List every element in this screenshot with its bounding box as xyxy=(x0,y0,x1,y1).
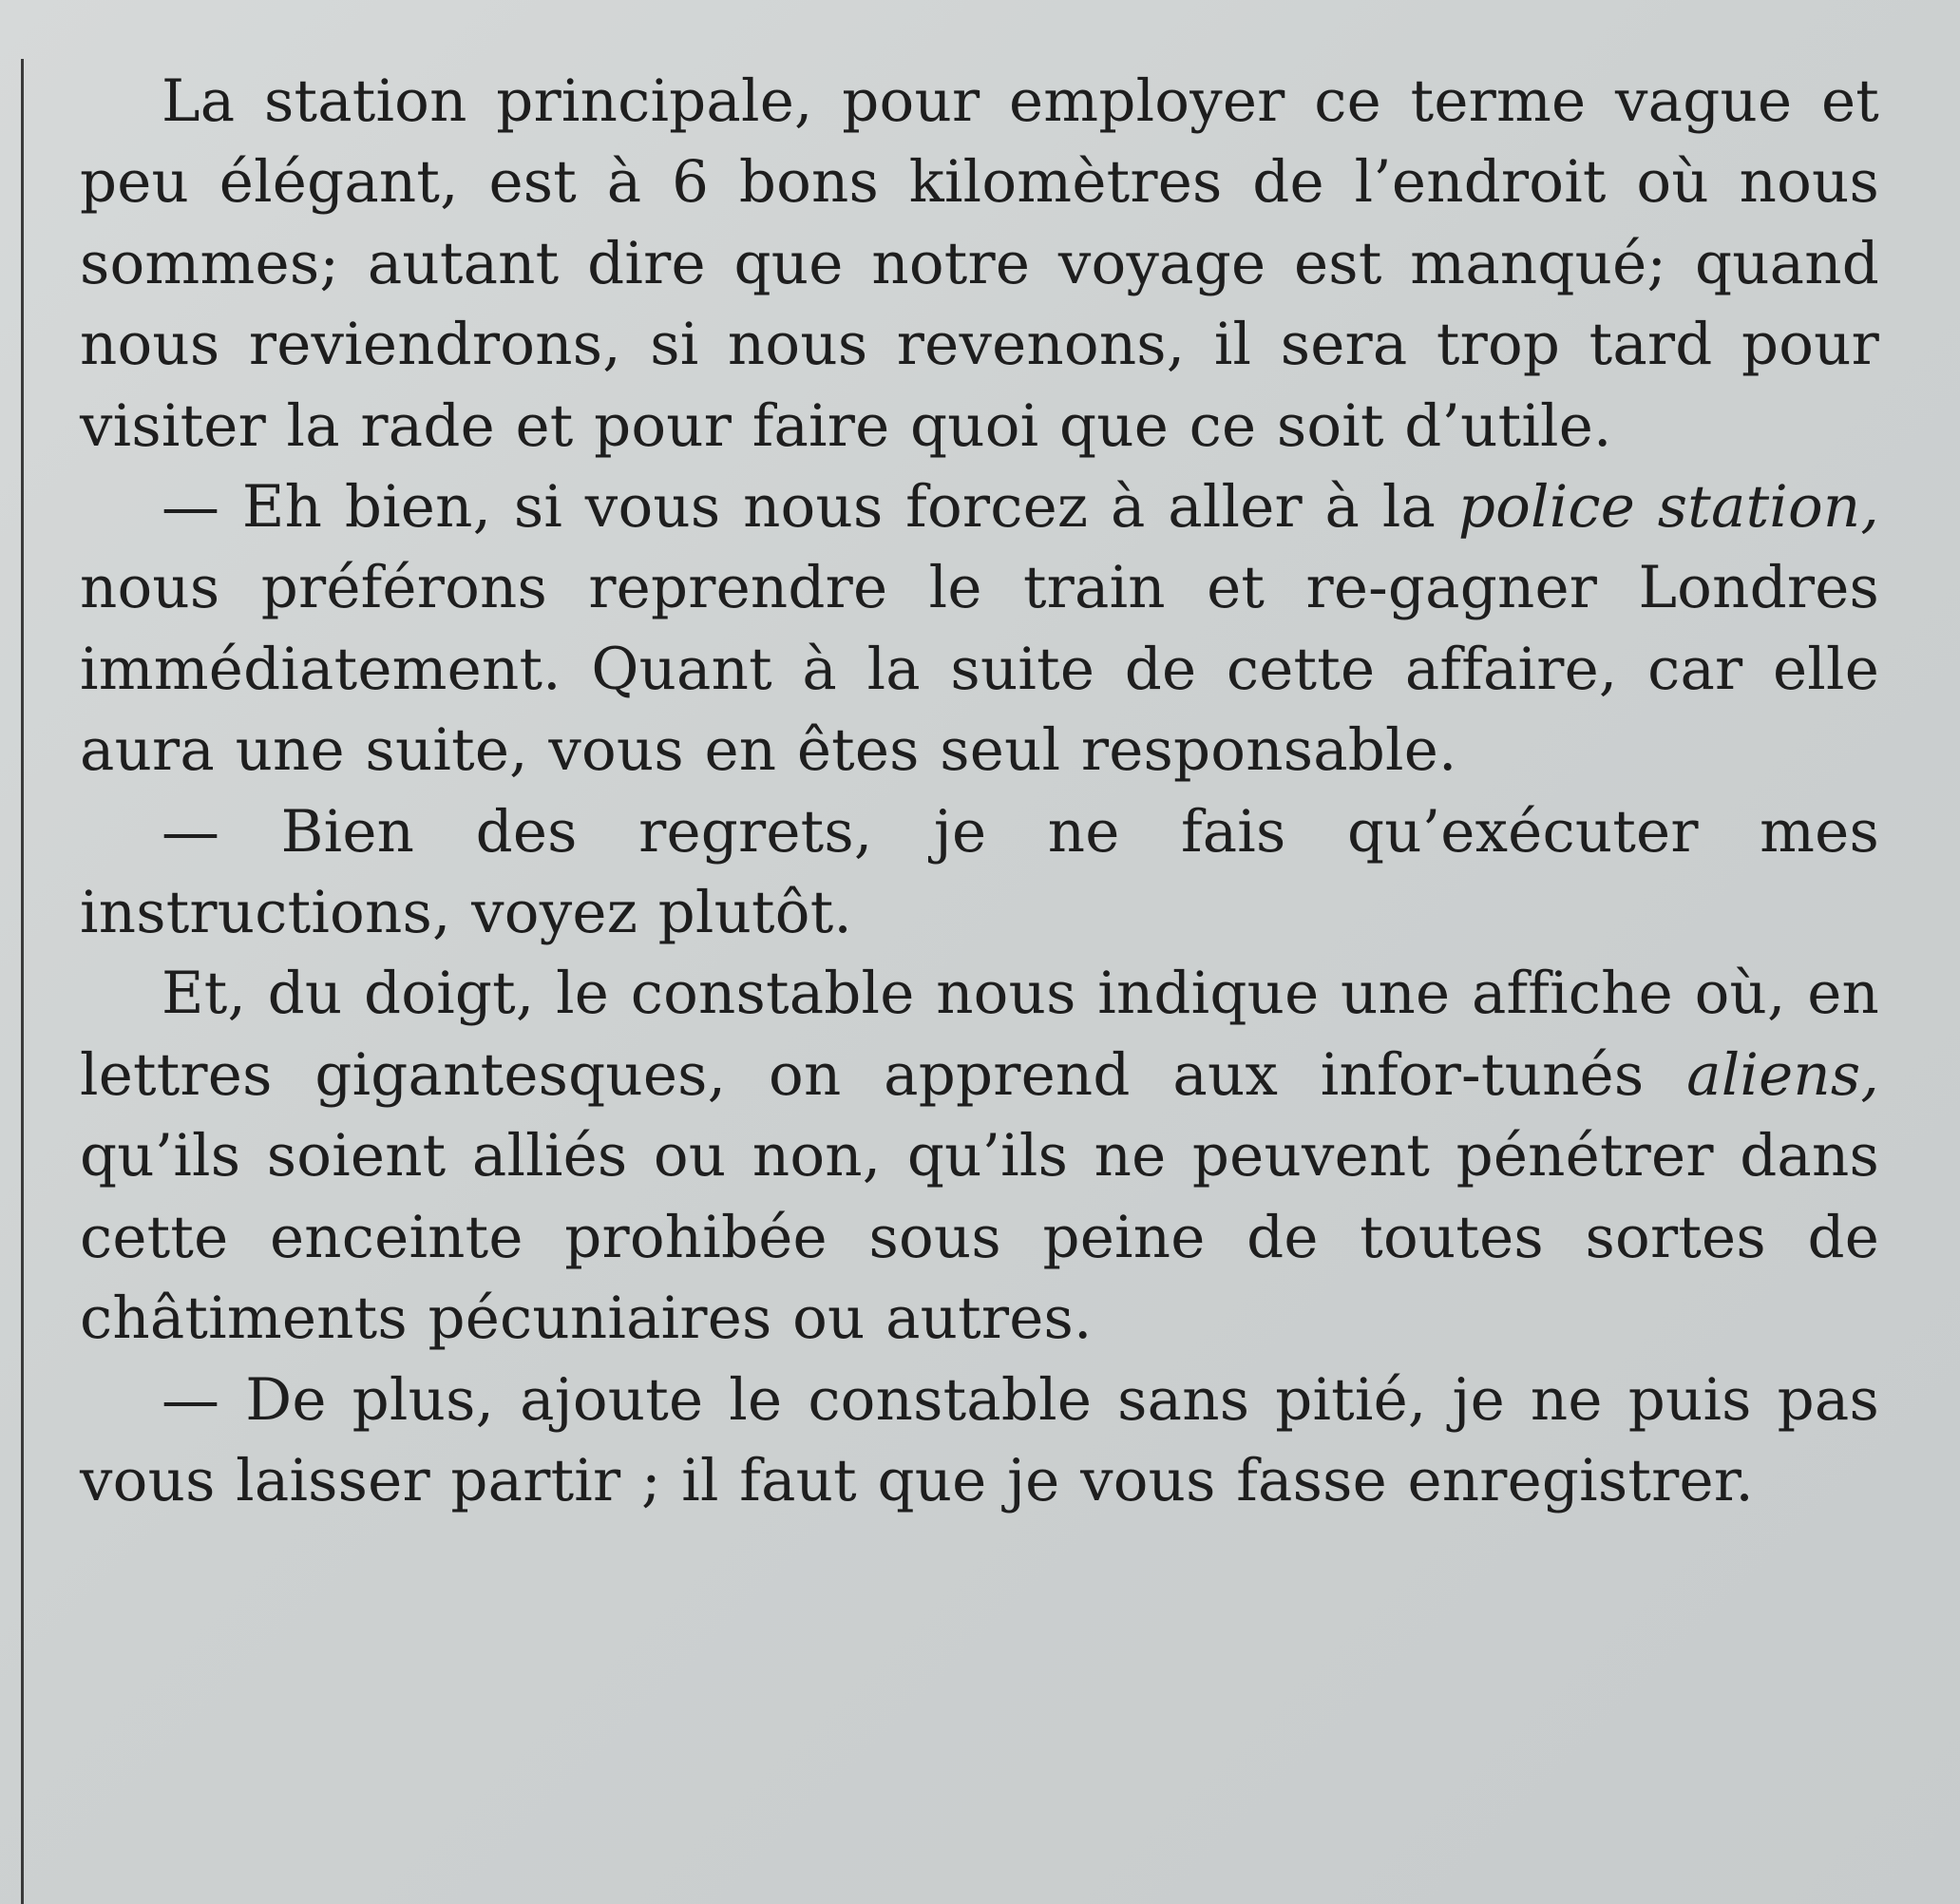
paragraph-5 xyxy=(80,1360,1879,1522)
paragraph-4 xyxy=(80,953,1879,1359)
paragraph-4-text-start: Et, du doigt, le constable nous indique une affiche où, en lettres gigantesques, on apprend aux infor-tunés xyxy=(80,960,1879,1109)
paragraph-1-text: La station principale, pour employer ce terme vague et peu élégant, est à 6 bons kilomètres de l’endroit où nous sommes; autant dire que notre voyage est manqué; quand nous reviendrons, si nous revenons, il sera trop tard pour visiter la rade et pour faire quoi que ce soit d’utile. xyxy=(80,67,1879,460)
paragraph-2-italic-police-station: police station, xyxy=(1457,473,1879,542)
paragraph-1 xyxy=(80,61,1879,466)
paragraph-4-text-end: qu’ils soient alliés ou non, qu’ils ne peuvent pénétrer dans cette enceinte prohibée sous peine de toutes sortes de châtiments pécuniaires ou autres. xyxy=(80,1122,1879,1353)
paragraph-2 xyxy=(80,466,1879,791)
paragraph-2-text-start: — Eh bien, si vous nous forcez à aller à la xyxy=(162,473,1458,542)
paragraph-5-text: — De plus, ajoute le constable sans pitié, je ne puis pas vous laisser partir ; il faut que je vous fasse enregistrer. xyxy=(80,1365,1879,1514)
paragraph-3 xyxy=(80,791,1879,954)
paragraph-3-text: — Bien des regrets, je ne fais qu’exécuter mes instructions, voyez plutôt. xyxy=(80,797,1879,947)
paragraph-2-text-end: nous préférons reprendre le train et re-gagner Londres immédiatement. Quant à la suite de cette affaire, car elle aura une suite, vous en êtes seul responsable. xyxy=(80,554,1879,785)
paragraph-4-italic-aliens: aliens, xyxy=(1686,1040,1879,1109)
text-column xyxy=(80,61,1879,1521)
left-margin-rule xyxy=(21,59,24,1904)
